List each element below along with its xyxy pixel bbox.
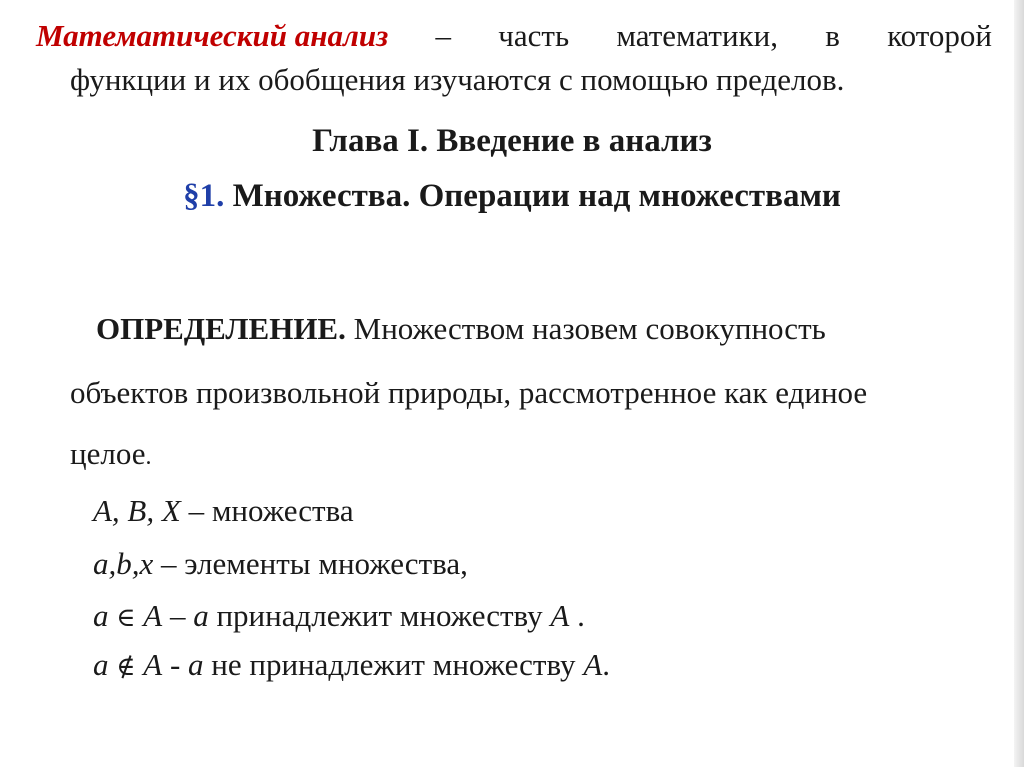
intro-word: часть	[498, 18, 570, 53]
tail: .	[569, 598, 585, 633]
tail: .	[602, 647, 610, 682]
set-var: A	[143, 598, 163, 633]
notation-symbol: A, B, X	[93, 493, 181, 528]
not-element-of-symbol: ∉	[116, 652, 136, 682]
intro-word: которой	[887, 18, 992, 53]
element-var: a	[93, 598, 109, 633]
element-of-symbol: ∈	[116, 603, 136, 633]
notation-line-elements	[93, 546, 468, 582]
element-var: a	[188, 647, 204, 682]
element-var: a	[93, 647, 109, 682]
set-var: A	[143, 647, 163, 682]
intro-line-1	[36, 14, 992, 58]
intro-word: математики,	[616, 18, 778, 53]
notation-text: – элементы множества,	[153, 546, 468, 581]
notation-symbol: a,b,x	[93, 546, 154, 581]
set-var: A	[583, 647, 603, 682]
intro-word: в	[825, 18, 840, 53]
notation-line-not-belongs	[93, 647, 610, 683]
notation-line-belongs	[93, 598, 585, 634]
definition-text-3: целое	[70, 436, 146, 471]
set-var: A	[550, 598, 570, 633]
section-number: §1.	[183, 178, 225, 214]
dash: -	[162, 647, 189, 682]
notation-text: – множества	[180, 493, 354, 528]
definition-line-1	[96, 311, 826, 347]
notation-line-sets	[93, 493, 354, 529]
chapter-title: Глава I. Введение в анализ	[312, 123, 712, 159]
section-title-text: Множества. Операции над множествами	[232, 178, 841, 214]
definition-label: ОПРЕДЕЛЕНИЕ.	[96, 311, 346, 346]
definition-line-3	[70, 436, 151, 472]
notation-text: принадлежит множеству	[208, 598, 551, 633]
intro-word: –	[435, 18, 451, 53]
element-var: a	[193, 598, 209, 633]
notation-text: не принадлежит множеству	[203, 647, 584, 682]
term-math-analysis: Математический анализ	[36, 18, 389, 53]
dash: –	[162, 598, 194, 633]
definition-text-1: Множеством назовем совокупность	[353, 311, 826, 346]
slide-edge-shadow	[1014, 0, 1024, 767]
definition-period: .	[145, 444, 152, 470]
definition-line-2: объектов произвольной природы, рассмотренное как единое	[70, 375, 868, 410]
section-title	[0, 178, 1024, 215]
intro-line-2: функции и их обобщения изучаются с помощью пределов.	[70, 62, 845, 97]
